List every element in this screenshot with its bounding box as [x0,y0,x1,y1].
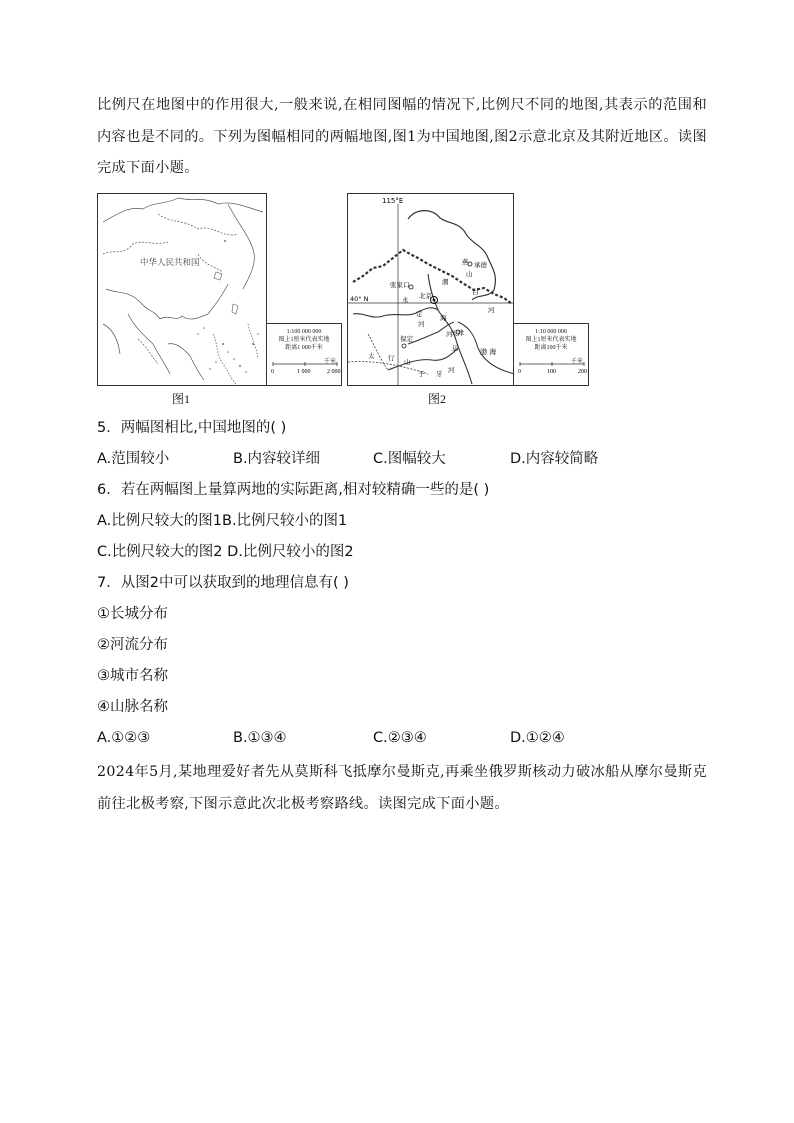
scale-unit: 千米 [323,359,336,365]
q5-option-d[interactable]: D.内容较简略 [510,451,599,467]
scale-bar [514,362,590,384]
beijing-map-drawing [348,194,514,386]
q7-option-c[interactable]: C.②③④ [373,730,427,746]
scale-ratio: 1:100 000 000 [286,329,322,335]
river-char: 河 [488,306,495,314]
q7-item-2: ②河流分布 [97,637,168,653]
scale-tick: 1 000 [297,369,311,375]
river-char: 山 [404,358,411,366]
river-char: 河 [418,320,425,328]
question-7-stem: 7．从图2中可以获取到的地理信息有( ) [97,575,349,591]
river-char: 白 [472,288,479,296]
q6-options-line-1[interactable]: A.比例尺较大的图1B.比例尺较小的图1 [97,513,348,529]
scale-bar [267,362,343,384]
river-char: 潮 [442,278,449,286]
river-char: 海 [440,314,447,322]
figure-2-caption: 图2 [428,392,447,406]
q7-item-3: ③城市名称 [97,668,168,684]
q6-options-line-2[interactable]: C.比例尺较大的图2 D.比例尺较小的图2 [97,544,354,560]
scale-tick: 200 [578,369,587,375]
china-label: 中华人民共和国 [140,258,200,268]
intro-paragraph-2: 2024年5月,某地理爱好者先从莫斯科飞抵摩尔曼斯克,再乘坐俄罗斯核动力破冰船从摩尔曼斯克前往北极考察,下图示意此次北极考察路线。读图完成下面小题。 [97,764,707,812]
q7-item-1: ①长城分布 [97,606,168,622]
place-tianjin: 天津 [451,329,464,337]
q7-option-a[interactable]: A.①②③ [97,730,151,746]
scale-unit: 千米 [570,359,583,365]
scale-tick: 2 000 [327,369,341,375]
q5-option-b[interactable]: B.内容较详细 [233,451,321,467]
scale-text-line2: 距离1 000千米 [285,345,323,351]
q7-item-4: ④山脉名称 [97,699,168,715]
scale-tick: 100 [547,369,556,375]
longitude-label: 115°E [382,197,404,205]
figure-1-china-map [97,193,267,386]
river-char: 河 [448,366,455,374]
china-map-drawing [98,194,267,386]
place-beijing: 北京 [419,292,432,300]
place-baoding: 保定 [400,335,413,343]
river-char: 子 [418,370,425,378]
q5-option-a[interactable]: A.范围较小 [97,451,170,467]
q5-option-c[interactable]: C.图幅较大 [373,451,446,467]
scale-tick: 0 [271,369,274,375]
river-char: 运 [452,344,459,352]
scale-text-line2: 距离100千米 [534,345,568,351]
place-chengde: 承德 [474,261,487,269]
sea-label: 渤 海 [480,348,497,356]
scale-text-line1: 图上1厘米代表实地 [278,337,330,343]
figure-2-beijing-map [347,193,514,386]
figure-1-scale-box [266,323,342,386]
intro-paragraph-1: 比例尺在地图中的作用很大,一般来说,在相同图幅的情况下,比例尺不同的地图,其表示的范围和内容也是不同的。下列为图幅相同的两幅地图,图1为中国地图,图2示意北京及其附近地区。读图完成下面小题。 [97,97,707,176]
river-char: 燕 [462,258,469,266]
latitude-label: 40° N [350,295,369,303]
q7-option-b[interactable]: B.①③④ [233,730,287,746]
river-char: 永 [402,296,409,304]
question-5-stem: 5．两幅图相比,中国地图的( ) [97,420,287,436]
scale-ratio: 1:10 000 000 [535,329,567,335]
figure-1-caption: 图1 [172,392,191,406]
river-char: 定 [416,310,423,318]
river-char: 太 [368,352,375,360]
river-char: 山 [466,270,473,278]
scale-tick: 0 [518,369,521,375]
scale-text-line1: 图上1厘米代表实地 [525,337,577,343]
figure-2-scale-box [513,323,589,386]
q7-option-d[interactable]: D.①②④ [510,730,565,746]
river-char: 河 [446,330,453,338]
river-char: 牙 [436,370,443,378]
place-zhangjiakou: 张家口 [390,281,410,289]
question-6-stem: 6．若在两幅图上量算两地的实际距离,相对较精确一些的是( ) [97,482,490,498]
river-char: 行 [388,354,395,362]
